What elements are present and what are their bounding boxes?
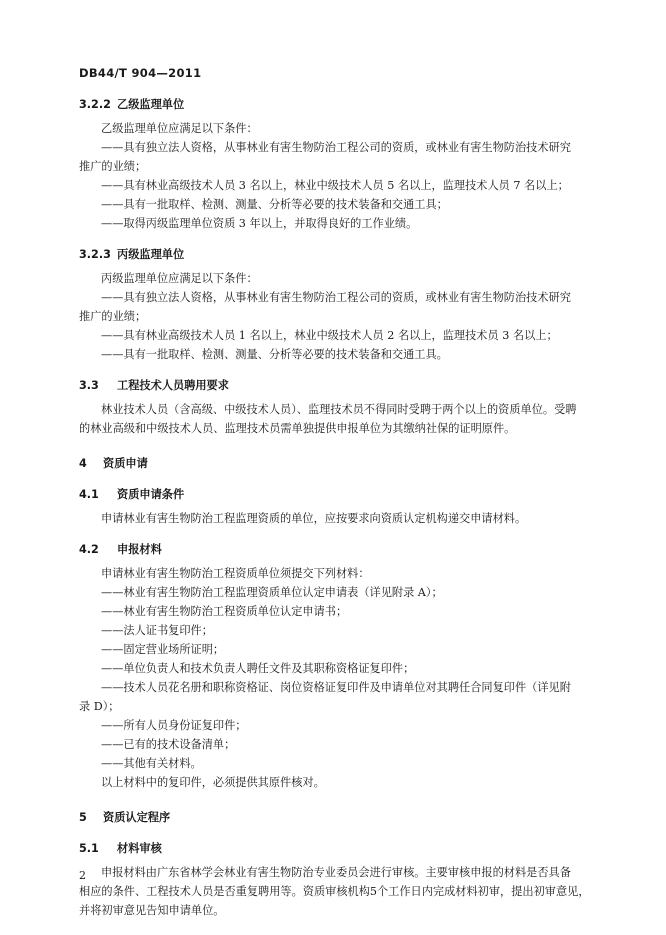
paragraph: 林业技术人员（含高级、中级技术人员）、监理技术员不得同时受聘于两个以上的资质单位。受聘 — [101, 403, 577, 416]
section-number: 3.3 — [79, 379, 99, 392]
list-item: ——具有林业高级技术人员 1 名以上，林业中级技术人员 2 名以上，监理技术员 3 名以上； — [101, 329, 558, 342]
section-number: 4 — [79, 457, 87, 470]
paragraph: 乙级监理单位应满足以下条件： — [101, 122, 258, 135]
section-number: 4.2 — [79, 543, 99, 556]
list-item: ——林业有害生物防治工程资质单位认定申请书； — [101, 605, 348, 618]
list-item: ——具有林业高级技术人员 3 名以上，林业中级技术人员 5 名以上，监理技术人员 7 名以上； — [101, 179, 569, 192]
paragraph: 申请林业有害生物防治工程监理资质的单位，应按要求向资质认定机构递交申请材料。 — [101, 512, 527, 525]
paragraph: 申请林业有害生物防治工程资质单位须提交下列材料： — [101, 567, 370, 580]
list-item-continuation: 推广的业绩； — [79, 160, 147, 173]
list-item-continuation: 录 D）； — [79, 700, 120, 713]
section-3-2-2-heading — [79, 95, 607, 114]
section-title: 工程技术人员聘用要求 — [117, 379, 229, 392]
section-title: 乙级监理单位 — [117, 98, 185, 111]
list-item: ——具有独立法人资格，从事林业有害生物防治工程公司的资质，或林业有害生物防治技术研究 — [101, 141, 571, 154]
section-4-heading — [79, 454, 607, 473]
list-item: ——单位负责人和技术负责人聘任文件及其职称资格证复印件； — [101, 662, 415, 675]
section-number: 5.1 — [79, 842, 99, 855]
paragraph: 以上材料中的复印件，必须提供其原件核对。 — [101, 776, 325, 789]
section-3-2-3-heading — [79, 245, 607, 264]
list-item: ——具有一批取样、检测、测量、分析等必要的技术装备和交通工具； — [101, 198, 448, 211]
section-5-heading — [79, 808, 607, 827]
list-item: ——固定营业场所证明； — [101, 643, 225, 656]
section-3-3-heading — [79, 376, 607, 395]
list-item: ——取得丙级监理单位资质 3 年以上，并取得良好的工作业绩。 — [101, 217, 418, 230]
section-number: 4.1 — [79, 488, 99, 501]
paragraph: 丙级监理单位应满足以下条件： — [101, 272, 258, 285]
standard-code-header: DB44/T 904—2011 — [79, 66, 202, 80]
list-item-continuation: 推广的业绩； — [79, 310, 147, 323]
page-number: 2 — [79, 869, 86, 882]
section-title: 资质认定程序 — [103, 811, 171, 824]
list-item: ——技术人员花名册和职称资格证、岗位资格证复印件及申请单位对其聘任合同复印件（详见附 — [101, 681, 571, 694]
section-title: 材料审核 — [117, 842, 162, 855]
section-4-1-heading — [79, 485, 607, 504]
list-item: ——已有的技术设备清单； — [101, 738, 236, 751]
section-4-2-heading — [79, 540, 607, 559]
section-title: 资质申请条件 — [117, 488, 185, 501]
paragraph-continuation: 相应的条件、工程技术人员是否重复聘用等。资质审核机构5个工作日内完成材料初审，提出初审意见， — [79, 885, 590, 898]
list-item: ——法人证书复印件； — [101, 624, 213, 637]
section-number: 3.2.2 — [79, 98, 111, 111]
paragraph: 申报材料由广东省林学会林业有害生物防治专业委员会进行审核。主要审核申报的材料是否具备 — [101, 866, 571, 879]
section-number: 3.2.3 — [79, 248, 111, 261]
section-title: 申报材料 — [117, 543, 162, 556]
section-title: 丙级监理单位 — [117, 248, 185, 261]
section-title: 资质申请 — [103, 457, 148, 470]
list-item: ——所有人员身份证复印件； — [101, 719, 247, 732]
section-number: 5 — [79, 811, 87, 824]
paragraph-continuation: 的林业高级和中级技术人员、监理技术员需单独提供申报单位为其缴纳社保的证明原件。 — [79, 422, 516, 435]
list-item: ——其他有关材料。 — [101, 757, 202, 770]
section-5-1-heading — [79, 839, 607, 858]
list-item: ——具有独立法人资格，从事林业有害生物防治工程公司的资质，或林业有害生物防治技术研究 — [101, 291, 571, 304]
paragraph-continuation: 并将初审意见告知申请单位。 — [79, 904, 225, 917]
list-item: ——具有一批取样、检测、测量、分析等必要的技术装备和交通工具。 — [101, 348, 448, 361]
page-body — [79, 95, 607, 920]
list-item: ——林业有害生物防治工程监理资质单位认定申请表（详见附录 A）； — [101, 586, 443, 599]
